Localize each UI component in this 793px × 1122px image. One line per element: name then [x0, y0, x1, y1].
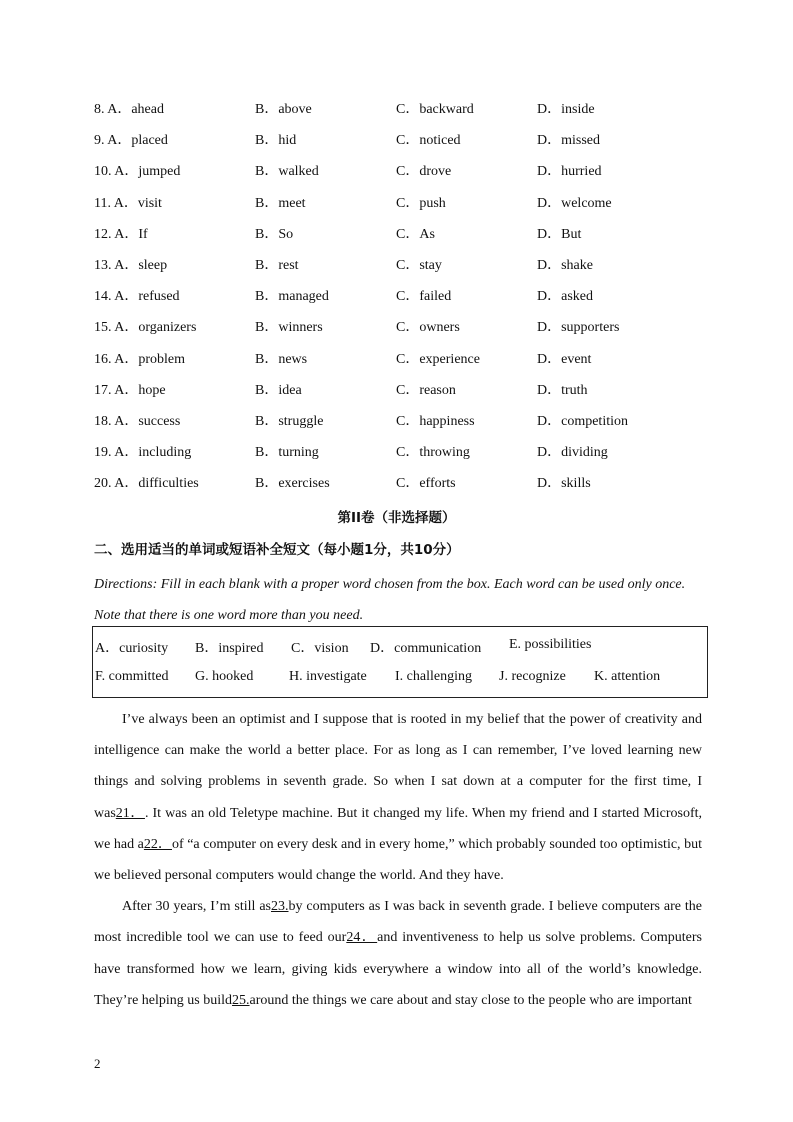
- option-b: B．turning: [255, 445, 319, 461]
- option-d: D．supporters: [537, 320, 620, 336]
- passage-text: and inventiveness to help us solve problems. Computers have transformed how we learn, giving kids everywhere a window into all of the world’s knowledge. They’re helping us build: [94, 930, 702, 1008]
- question-number: 15.: [94, 320, 112, 336]
- option-row: [94, 443, 714, 474]
- option-d: D．missed: [537, 133, 600, 149]
- option-a: [94, 194, 162, 214]
- option-b: B．news: [255, 351, 308, 367]
- option-d: D．skills: [537, 476, 591, 492]
- option-b: B．winners: [255, 320, 323, 336]
- word-option: D．communication: [370, 641, 482, 656]
- question-number: 11.: [94, 195, 111, 211]
- option-a-text: A．including: [114, 445, 192, 461]
- question-number: 20.: [94, 476, 112, 492]
- question-number: 18.: [94, 413, 112, 429]
- option-row: [94, 474, 714, 505]
- word-option: F. committed: [95, 669, 169, 684]
- option-d: D．shake: [537, 257, 593, 273]
- option-c: C．reason: [396, 382, 456, 398]
- option-row: [94, 100, 714, 131]
- option-a-text: A．placed: [107, 133, 168, 149]
- option-c: C．efforts: [396, 476, 456, 492]
- option-d: D．But: [537, 226, 582, 242]
- option-d: D．event: [537, 351, 592, 367]
- option-row: [94, 412, 714, 443]
- option-row: [94, 162, 714, 193]
- option-a-text: A．difficulties: [114, 476, 199, 492]
- option-b: B．So: [255, 226, 294, 242]
- question-number: 10.: [94, 164, 112, 180]
- option-a: [94, 412, 180, 432]
- word-option: B．inspired: [195, 641, 264, 656]
- passage-text: around the things we care about and stay close to the people who are important: [249, 992, 692, 1008]
- option-b: B．exercises: [255, 476, 330, 492]
- option-c: C．owners: [396, 320, 460, 336]
- option-c: C．stay: [396, 257, 442, 273]
- option-b: B．hid: [255, 133, 297, 149]
- blank-23: 23.: [271, 899, 289, 915]
- word-option: I. challenging: [395, 669, 472, 684]
- option-a: [94, 318, 196, 338]
- option-c: C．push: [396, 195, 446, 211]
- option-b: B．above: [255, 102, 312, 117]
- option-a-text: A．refused: [114, 289, 180, 305]
- blank-24: 24．: [346, 930, 378, 946]
- option-a: [94, 131, 168, 151]
- option-d: D．competition: [537, 413, 628, 429]
- option-a-text: A．ahead: [107, 102, 164, 117]
- question-number: 17.: [94, 382, 112, 398]
- option-d: D．inside: [537, 102, 595, 117]
- blank-21: 21．: [115, 805, 145, 821]
- option-row: [94, 225, 714, 256]
- word-box: [92, 626, 708, 698]
- paragraph: [94, 891, 702, 1016]
- word-option: C．vision: [291, 641, 349, 656]
- passage: [94, 704, 702, 1016]
- option-b: B．rest: [255, 257, 299, 273]
- option-a-text: A．visit: [113, 195, 162, 211]
- option-c: C．happiness: [396, 413, 475, 429]
- option-d: D．dividing: [537, 445, 608, 461]
- option-a: [94, 256, 167, 276]
- option-b: B．walked: [255, 164, 319, 180]
- passage-text: by computers as I was back in seventh grade. I believe computers are the most incredible tool we can use to feed our: [94, 899, 702, 946]
- option-a: [94, 350, 185, 370]
- question-number: 9.: [94, 133, 105, 149]
- option-d: D．welcome: [537, 195, 612, 211]
- option-row: [94, 381, 714, 412]
- word-option: H. investigate: [289, 669, 367, 684]
- word-option: K. attention: [594, 669, 661, 684]
- option-c: C．As: [396, 226, 435, 242]
- word-option: G. hooked: [195, 669, 254, 684]
- option-a-text: A．If: [114, 226, 148, 242]
- option-c: C．failed: [396, 289, 452, 305]
- passage-text: of “a computer on every desk and in every home,” which probably sounded too optimistic, but we believed personal computers would change the world. And they have.: [94, 836, 702, 884]
- option-a: [94, 162, 180, 182]
- option-a-text: A．sleep: [114, 257, 168, 273]
- option-a-text: A．success: [114, 413, 181, 429]
- option-c: C．experience: [396, 351, 480, 367]
- option-a: [94, 225, 148, 245]
- option-row: [94, 350, 714, 381]
- option-a: [94, 287, 180, 307]
- option-c: C．noticed: [396, 133, 461, 149]
- word-box-row: [93, 627, 707, 659]
- part-heading: 二、选用适当的单词或短语补全短文（每小题1分，共10分）: [94, 542, 460, 558]
- question-number: 8.: [94, 102, 105, 117]
- option-c: C．throwing: [396, 445, 470, 461]
- question-number: 14.: [94, 289, 112, 305]
- option-row: [94, 287, 714, 318]
- option-row: [94, 318, 714, 349]
- option-a-text: A．jumped: [114, 164, 181, 180]
- option-row: [94, 194, 714, 225]
- word-option: E. possibilities: [509, 637, 592, 652]
- option-a-text: A．organizers: [114, 320, 197, 336]
- option-c: C．backward: [396, 102, 474, 117]
- option-d: D．truth: [537, 382, 588, 398]
- passage-text: . It was an old Teletype machine. But it changed my life. When my friend and I started Microsoft, we had a: [94, 805, 702, 852]
- question-number: 13.: [94, 257, 112, 273]
- options-table: [94, 100, 714, 505]
- page-number: 2: [94, 1056, 101, 1071]
- question-number: 19.: [94, 445, 112, 461]
- section-title: 第II卷（非选择题）: [337, 510, 456, 526]
- option-row: [94, 256, 714, 287]
- blank-25: 25.: [232, 992, 250, 1008]
- word-box-row: [93, 659, 707, 691]
- option-a: [94, 443, 191, 463]
- option-b: B．meet: [255, 195, 306, 211]
- question-number: 12.: [94, 226, 112, 242]
- option-a: [94, 474, 199, 494]
- option-b: B．managed: [255, 289, 329, 305]
- passage-text: I’ve always been an optimist and I suppose that is rooted in my belief that the power of creativity and intelligence can make the world a better place. For as long as I can remember, I’ve loved learning new things and solving problems in seventh grade. So when I sat down at a computer for the first time, I was: [94, 712, 702, 821]
- word-option: J. recognize: [499, 669, 566, 684]
- option-a: [94, 100, 164, 120]
- option-b: B．struggle: [255, 413, 324, 429]
- option-b: B．idea: [255, 382, 302, 398]
- blank-22: 22．: [143, 836, 172, 852]
- option-row: [94, 131, 714, 162]
- option-d: D．hurried: [537, 164, 602, 180]
- option-a-text: A．hope: [114, 382, 166, 398]
- option-c: C．drove: [396, 164, 452, 180]
- option-a: [94, 381, 166, 401]
- word-option: A．curiosity: [95, 641, 169, 656]
- directions-text: Directions: Fill in each blank with a proper word chosen from the box. Each word can be used only once. Note that there is one word more than you need.: [94, 577, 686, 623]
- option-d: D．asked: [537, 289, 593, 305]
- paragraph: [94, 704, 702, 891]
- option-a-text: A．problem: [114, 351, 185, 367]
- passage-text: After 30 years, I’m still as: [122, 899, 271, 915]
- question-number: 16.: [94, 351, 112, 367]
